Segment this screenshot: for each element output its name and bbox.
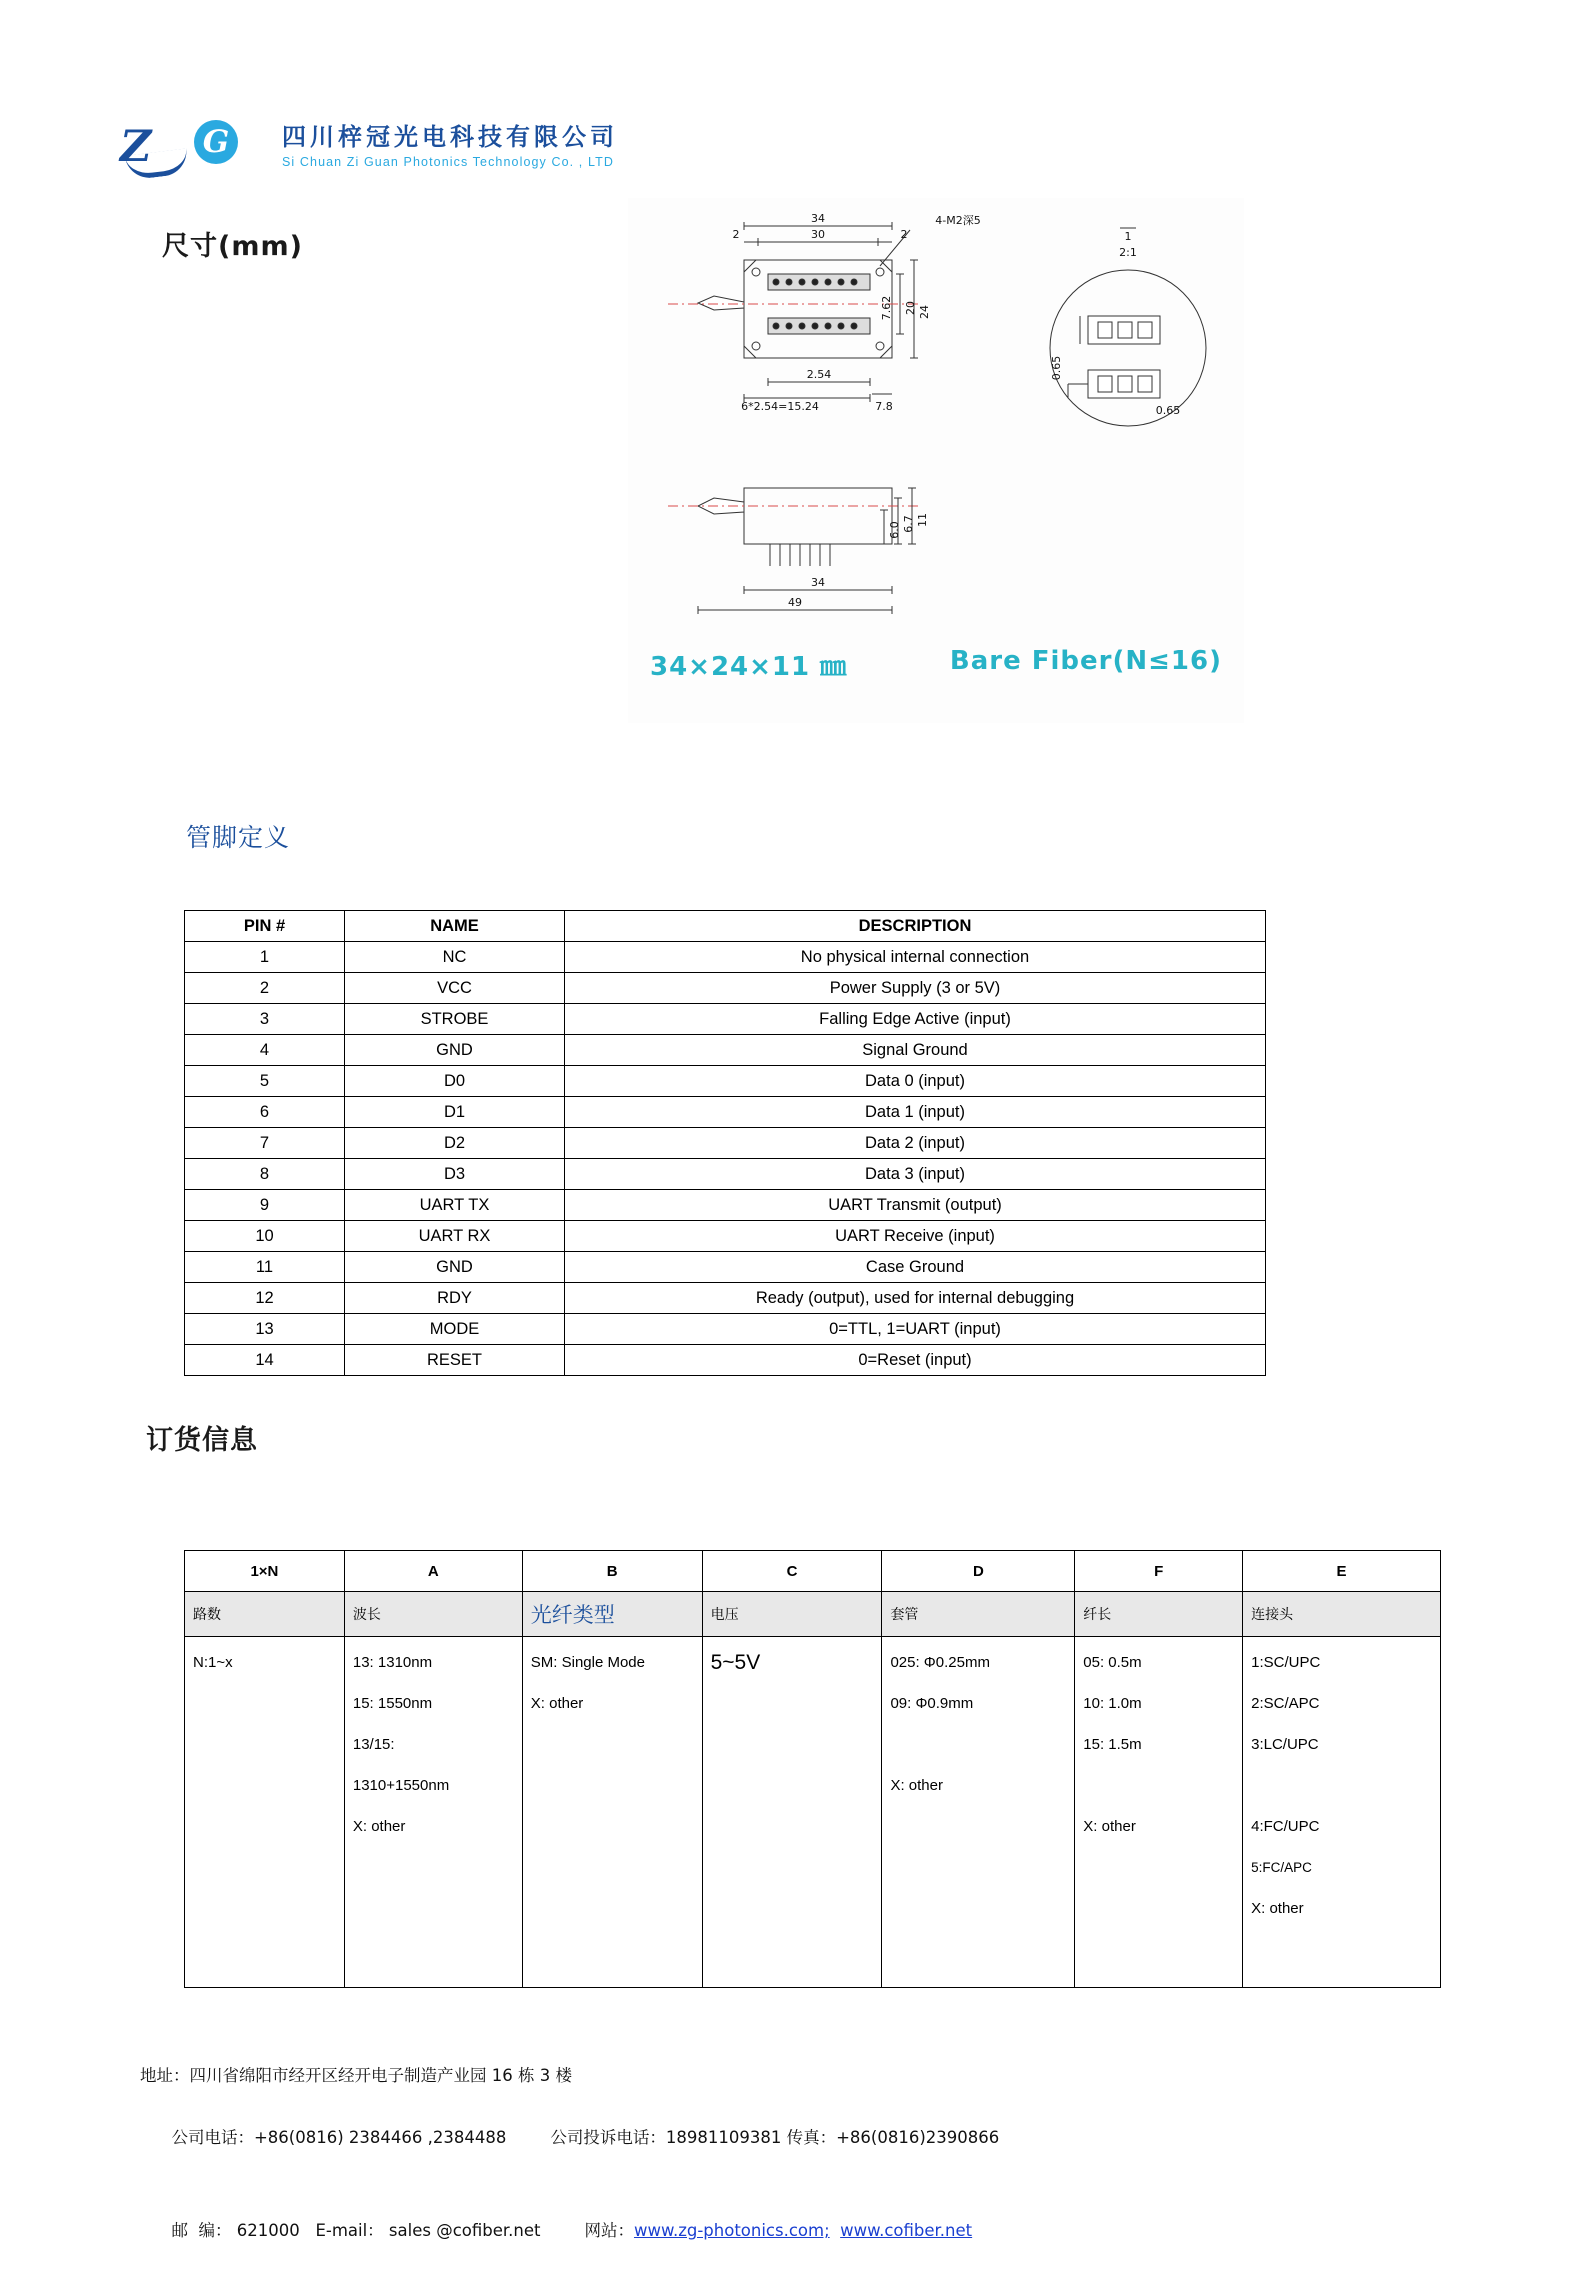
pin-name: NC bbox=[345, 942, 565, 973]
table-row bbox=[185, 1221, 1266, 1252]
order-subheader-wavelength: 波长 bbox=[344, 1592, 522, 1637]
pin-name: GND bbox=[345, 1252, 565, 1283]
order-subheader-channels: 路数 bbox=[185, 1592, 345, 1637]
pin-col-header-description: DESCRIPTION bbox=[565, 911, 1266, 942]
company-header bbox=[120, 118, 618, 176]
table-row bbox=[185, 973, 1266, 1004]
pin-name: GND bbox=[345, 1035, 565, 1066]
order-spacer bbox=[1083, 1765, 1234, 1806]
pin-description: Falling Edge Active (input) bbox=[565, 1004, 1266, 1035]
order-option: SM: Single Mode bbox=[530, 1654, 645, 1671]
table-row bbox=[185, 1004, 1266, 1035]
svg-text:2: 2 bbox=[900, 228, 908, 241]
svg-text:30: 30 bbox=[811, 228, 825, 241]
drawing-svg bbox=[628, 198, 1244, 648]
pin-name: RDY bbox=[345, 1283, 565, 1314]
svg-text:7.8: 7.8 bbox=[875, 400, 893, 413]
order-option: N:1~x bbox=[193, 1654, 233, 1671]
order-option: X: other bbox=[1083, 1818, 1136, 1835]
pin-name: UART RX bbox=[345, 1221, 565, 1252]
order-cell-connector bbox=[1243, 1637, 1441, 1988]
logo-letter-g: G bbox=[194, 120, 238, 164]
order-option: 13: 1310nm bbox=[352, 1654, 433, 1671]
order-cell-tube bbox=[882, 1637, 1075, 1988]
table-header-row bbox=[185, 1551, 1441, 1592]
order-option: X: other bbox=[530, 1695, 584, 1712]
order-col-header-d: D bbox=[882, 1551, 1075, 1592]
table-row bbox=[185, 1283, 1266, 1314]
table-row bbox=[185, 1252, 1266, 1283]
company-name-block bbox=[282, 122, 618, 172]
pin-description: Signal Ground bbox=[565, 1035, 1266, 1066]
order-cell-channels bbox=[185, 1637, 345, 1988]
order-cell-wavelength bbox=[344, 1637, 522, 1988]
order-option: 1310+1550nm bbox=[352, 1777, 450, 1794]
order-option: 13/15: bbox=[352, 1736, 395, 1753]
order-col-header-n: 1×N bbox=[185, 1551, 345, 1592]
svg-text:11: 11 bbox=[916, 513, 929, 527]
footer-zip-row bbox=[140, 2184, 1440, 2277]
pin-number: 14 bbox=[185, 1345, 345, 1376]
pin-description: 0=TTL, 1=UART (input) bbox=[565, 1314, 1266, 1345]
order-option: 15: 1550nm bbox=[352, 1695, 433, 1712]
svg-text:34: 34 bbox=[811, 212, 825, 225]
order-option: 3:LC/UPC bbox=[1251, 1736, 1319, 1753]
pin-number: 6 bbox=[185, 1097, 345, 1128]
footer-address: 地址：四川省绵阳市经开区经开电子制造产业园 16 栋 3 楼 bbox=[140, 2066, 572, 2085]
order-option: X: other bbox=[352, 1818, 406, 1835]
order-option: 1:SC/UPC bbox=[1251, 1654, 1321, 1671]
pin-number: 3 bbox=[185, 1004, 345, 1035]
order-option: X: other bbox=[890, 1777, 943, 1794]
drawing-caption-size: 34×24×11 ㎜ bbox=[650, 652, 848, 682]
pin-name: MODE bbox=[345, 1314, 565, 1345]
svg-text:20: 20 bbox=[904, 301, 917, 315]
svg-text:34: 34 bbox=[811, 576, 825, 589]
pin-name: D1 bbox=[345, 1097, 565, 1128]
pin-number: 11 bbox=[185, 1252, 345, 1283]
table-row bbox=[185, 1097, 1266, 1128]
order-option: 025: Φ0.25mm bbox=[890, 1654, 990, 1671]
table-row bbox=[185, 1345, 1266, 1376]
pin-name: D2 bbox=[345, 1128, 565, 1159]
order-option: 05: 0.5m bbox=[1083, 1654, 1142, 1671]
order-option: 4:FC/UPC bbox=[1251, 1818, 1320, 1835]
pin-description: UART Receive (input) bbox=[565, 1221, 1266, 1252]
pin-number: 5 bbox=[185, 1066, 345, 1097]
svg-text:6.0: 6.0 bbox=[888, 521, 901, 539]
order-cell-fiber-length bbox=[1075, 1637, 1243, 1988]
company-name-en: Si Chuan Zi Guan Photonics Technology Co. , LTD bbox=[282, 155, 614, 169]
order-col-header-e: E bbox=[1243, 1551, 1441, 1592]
footer-link-cofiber[interactable]: www.cofiber.net bbox=[840, 2221, 973, 2240]
pin-name: STROBE bbox=[345, 1004, 565, 1035]
table-row bbox=[185, 1190, 1266, 1221]
order-spacer bbox=[890, 1724, 1066, 1765]
svg-text:0.65: 0.65 bbox=[1155, 404, 1181, 417]
footer-complaint: 公司投诉电话：18981109381 传真：+86(0816)2390866 bbox=[550, 2128, 1000, 2147]
pin-name: D3 bbox=[345, 1159, 565, 1190]
svg-text:1: 1 bbox=[1124, 230, 1132, 243]
order-col-header-c: C bbox=[702, 1551, 882, 1592]
svg-text:2.54: 2.54 bbox=[806, 368, 832, 381]
pin-number: 4 bbox=[185, 1035, 345, 1066]
logo-letter-z: Z bbox=[120, 122, 153, 172]
mechanical-drawing bbox=[628, 198, 1244, 723]
pin-name: VCC bbox=[345, 973, 565, 1004]
company-name-cn: 四川梓冠光电科技有限公司 bbox=[282, 123, 618, 151]
pin-description: Data 3 (input) bbox=[565, 1159, 1266, 1190]
table-row bbox=[185, 1314, 1266, 1345]
footer-phone: 公司电话：+86(0816) 2384466 ,2384488 bbox=[171, 2128, 507, 2147]
order-option: 09: Φ0.9mm bbox=[890, 1695, 974, 1712]
pin-col-header-number: PIN # bbox=[185, 911, 345, 942]
section-title-dimensions: 尺寸(mm) bbox=[162, 231, 303, 262]
svg-text:7.62: 7.62 bbox=[880, 295, 893, 321]
pin-name: D0 bbox=[345, 1066, 565, 1097]
table-header-row bbox=[185, 911, 1266, 942]
order-option: 2:SC/APC bbox=[1251, 1695, 1320, 1712]
order-cell-voltage bbox=[702, 1637, 882, 1988]
section-title-pin-definition: 管脚定义 bbox=[186, 823, 291, 852]
order-col-header-a: A bbox=[344, 1551, 522, 1592]
pin-description: Data 1 (input) bbox=[565, 1097, 1266, 1128]
footer-phone-row bbox=[140, 2091, 1440, 2184]
pin-description: Data 2 (input) bbox=[565, 1128, 1266, 1159]
svg-text:24: 24 bbox=[918, 305, 931, 319]
pin-name: RESET bbox=[345, 1345, 565, 1376]
table-row bbox=[185, 1066, 1266, 1097]
table-row bbox=[185, 1637, 1441, 1988]
svg-text:0.65: 0.65 bbox=[1050, 355, 1063, 381]
table-row bbox=[185, 1159, 1266, 1190]
order-option: 10: 1.0m bbox=[1083, 1695, 1142, 1712]
svg-text:2:1: 2:1 bbox=[1119, 246, 1137, 259]
pin-description: 0=Reset (input) bbox=[565, 1345, 1266, 1376]
pin-number: 8 bbox=[185, 1159, 345, 1190]
ordering-information-table bbox=[184, 1550, 1441, 1988]
order-cell-fiber-type bbox=[522, 1637, 702, 1988]
pin-number: 9 bbox=[185, 1190, 345, 1221]
svg-text:4-M2深5: 4-M2深5 bbox=[935, 214, 981, 227]
pin-number: 12 bbox=[185, 1283, 345, 1314]
svg-text:49: 49 bbox=[788, 596, 802, 609]
pin-description: Case Ground bbox=[565, 1252, 1266, 1283]
drawing-captions bbox=[628, 646, 1244, 683]
order-subheader-voltage: 电压 bbox=[702, 1592, 882, 1637]
svg-text:2: 2 bbox=[732, 228, 740, 241]
order-subheader-connector: 连接头 bbox=[1243, 1592, 1441, 1637]
section-title-ordering-info: 订货信息 bbox=[146, 1425, 258, 1456]
pin-name: UART TX bbox=[345, 1190, 565, 1221]
order-option: 15: 1.5m bbox=[1083, 1736, 1142, 1753]
pin-number: 2 bbox=[185, 973, 345, 1004]
pin-col-header-name: NAME bbox=[345, 911, 565, 942]
footer-zip-email: 邮 编： 621000 E-mail： sales @cofiber.net bbox=[171, 2221, 541, 2240]
pin-description: Ready (output), used for internal debugging bbox=[565, 1283, 1266, 1314]
pin-description: Power Supply (3 or 5V) bbox=[565, 973, 1266, 1004]
table-row bbox=[185, 1035, 1266, 1066]
pin-description: Data 0 (input) bbox=[565, 1066, 1266, 1097]
svg-text:6*2.54=15.24: 6*2.54=15.24 bbox=[741, 400, 819, 413]
drawing-caption-fiber: Bare Fiber(N≤16) bbox=[949, 646, 1222, 676]
footer-link-zg-photonics[interactable]: www.zg-photonics.com; bbox=[633, 2221, 830, 2240]
pin-number: 10 bbox=[185, 1221, 345, 1252]
pin-description: UART Transmit (output) bbox=[565, 1190, 1266, 1221]
pin-number: 13 bbox=[185, 1314, 345, 1345]
order-col-header-b: B bbox=[522, 1551, 702, 1592]
footer-web-label: 网站： bbox=[584, 2221, 634, 2240]
page-footer bbox=[140, 2060, 1440, 2277]
order-col-header-f: F bbox=[1075, 1551, 1243, 1592]
pin-number: 1 bbox=[185, 942, 345, 973]
order-subheader-fiber-length: 纤长 bbox=[1075, 1592, 1243, 1637]
pin-definition-table bbox=[184, 910, 1266, 1376]
order-spacer bbox=[1251, 1765, 1432, 1806]
table-row bbox=[185, 942, 1266, 973]
order-option: 5~5V bbox=[710, 1651, 761, 1674]
order-subheader-fiber-type: 光纤类型 bbox=[522, 1592, 702, 1637]
pin-number: 7 bbox=[185, 1128, 345, 1159]
table-row bbox=[185, 1128, 1266, 1159]
order-option: X: other bbox=[1251, 1900, 1304, 1917]
table-subheader-row bbox=[185, 1592, 1441, 1637]
company-logo-icon bbox=[120, 118, 270, 176]
order-option: 5:FC/APC bbox=[1251, 1860, 1312, 1875]
order-subheader-tube: 套管 bbox=[882, 1592, 1075, 1637]
pin-description: No physical internal connection bbox=[565, 942, 1266, 973]
svg-text:6.7: 6.7 bbox=[902, 515, 915, 533]
